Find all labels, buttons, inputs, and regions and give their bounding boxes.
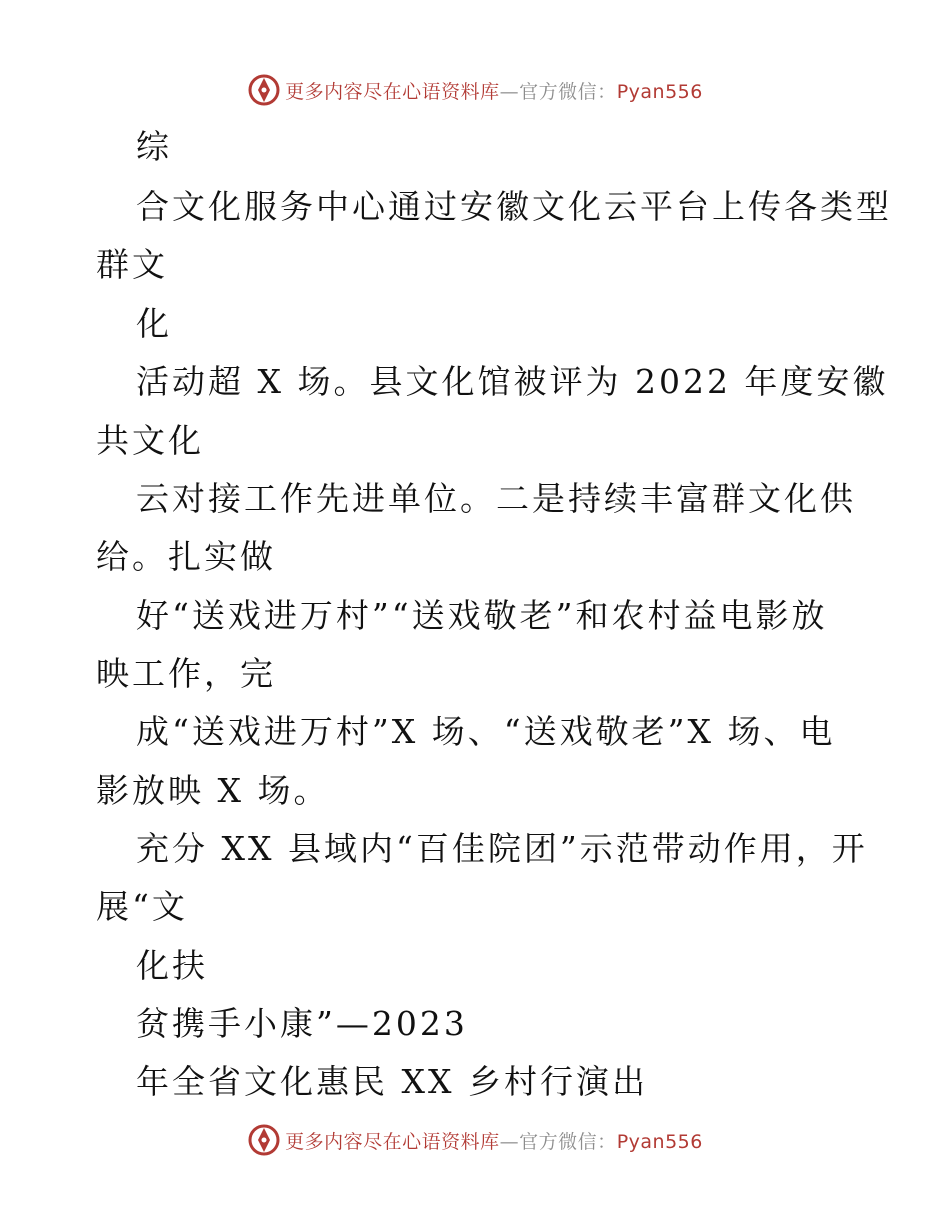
body-line: 共文化 xyxy=(96,421,204,460)
body-line: 综 xyxy=(136,127,172,166)
body-line: 合文化服务中心通过安徽文化云平台上传各类型 xyxy=(136,187,892,226)
watermark-text: 更多内容尽在心语资料库—官方微信：Pyan556 xyxy=(285,1130,703,1153)
body-line: 群文 xyxy=(96,245,168,284)
body-line: 活动超 X 场。县文化馆被评为 2022 年度安徽 xyxy=(136,362,889,401)
body-line: 化扶 xyxy=(136,946,208,985)
pen-nib-icon xyxy=(247,73,281,107)
body-line: 化 xyxy=(136,304,172,343)
footer-watermark xyxy=(0,1120,950,1160)
body-line: 云对接工作先进单位。二是持续丰富群文化供 xyxy=(136,479,856,518)
body-line: 成“送戏进万村”X 场、“送戏敬老”X 场、电 xyxy=(136,712,836,751)
body-line: 好“送戏进万村”“送戏敬老”和农村益电影放 xyxy=(136,596,828,635)
body-line: 贫携手小康”—2023 xyxy=(136,1004,468,1043)
pen-nib-icon xyxy=(247,1123,281,1157)
watermark-text: 更多内容尽在心语资料库—官方微信：Pyan556 xyxy=(285,80,703,103)
body-line: 影放映 X 场。 xyxy=(96,771,330,810)
header-watermark xyxy=(0,70,950,110)
body-line: 年全省文化惠民 XX 乡村行演出 xyxy=(136,1062,648,1101)
body-line: 充分 XX 县域内“百佳院团”示范带动作用，开 xyxy=(136,829,868,868)
body-line: 展“文 xyxy=(96,887,188,926)
body-line: 映工作，完 xyxy=(96,654,276,693)
body-line: 给。扎实做 xyxy=(96,537,276,576)
